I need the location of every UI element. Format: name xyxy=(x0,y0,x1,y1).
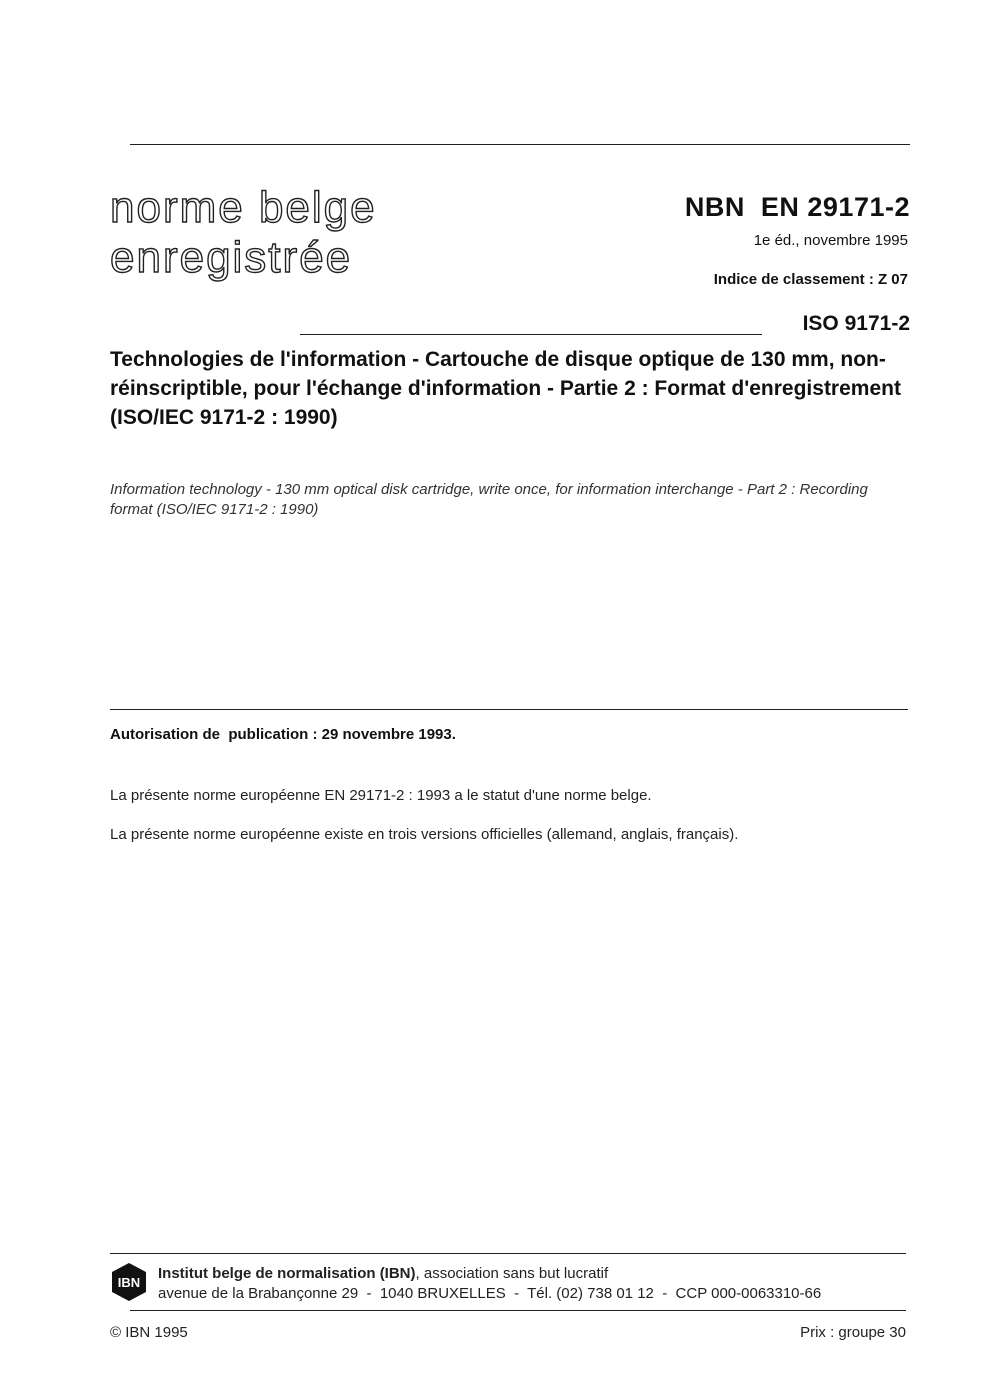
institute-line xyxy=(158,1265,608,1282)
classification-index: Indice de classement : Z 07 xyxy=(713,271,908,288)
iso-rule xyxy=(300,334,762,335)
standard-number: NBN EN 29171-2 xyxy=(684,192,910,222)
price-group: Prix : groupe 30 xyxy=(800,1324,906,1341)
copyright: © IBN 1995 xyxy=(110,1324,188,1341)
institute-suffix: , association sans but lucratif xyxy=(415,1265,609,1282)
edition-date: 1e éd., novembre 1995 xyxy=(753,232,908,249)
footer-rule-top xyxy=(110,1253,906,1254)
brand-line-2: enregistrée xyxy=(110,233,353,282)
institute-name: Institut belge de normalisation (IBN) xyxy=(158,1265,416,1282)
logo-text: IBN xyxy=(117,1275,141,1290)
statement-versions: La présente norme européenne existe en trois versions officielles (allemand, anglais, français). xyxy=(110,826,739,843)
french-title: Technologies de l'information - Cartouche de disque optique de 130 mm, non-réinscriptible, pour l'échange d'information - Partie 2 : Format d'enregistrement (ISO/IEC 9171-2 : 1990) xyxy=(110,348,901,429)
ibn-logo-icon xyxy=(110,1262,148,1302)
ibn-logo xyxy=(110,1262,148,1302)
english-title: Information technology - 130 mm optical disk cartridge, write once, for information interchange - Part 2 : Recording format (ISO/IEC 9171-2 : 1990) xyxy=(110,481,868,518)
publication-rule xyxy=(110,709,908,710)
statement-status: La présente norme européenne EN 29171-2 : 1993 a le statut d'une norme belge. xyxy=(110,787,652,804)
institute-address: avenue de la Brabançonne 29 - 1040 BRUXELLES - Tél. (02) 738 01 12 - CCP 000-0063310-66 xyxy=(158,1285,822,1302)
brand-line-1: norme belge xyxy=(110,183,377,232)
authorisation-date: Autorisation de publication : 29 novembre 1993. xyxy=(110,726,456,743)
iso-number: ISO 9171-2 xyxy=(802,312,910,335)
top-rule xyxy=(130,144,910,145)
footer-rule-bottom xyxy=(130,1310,906,1311)
